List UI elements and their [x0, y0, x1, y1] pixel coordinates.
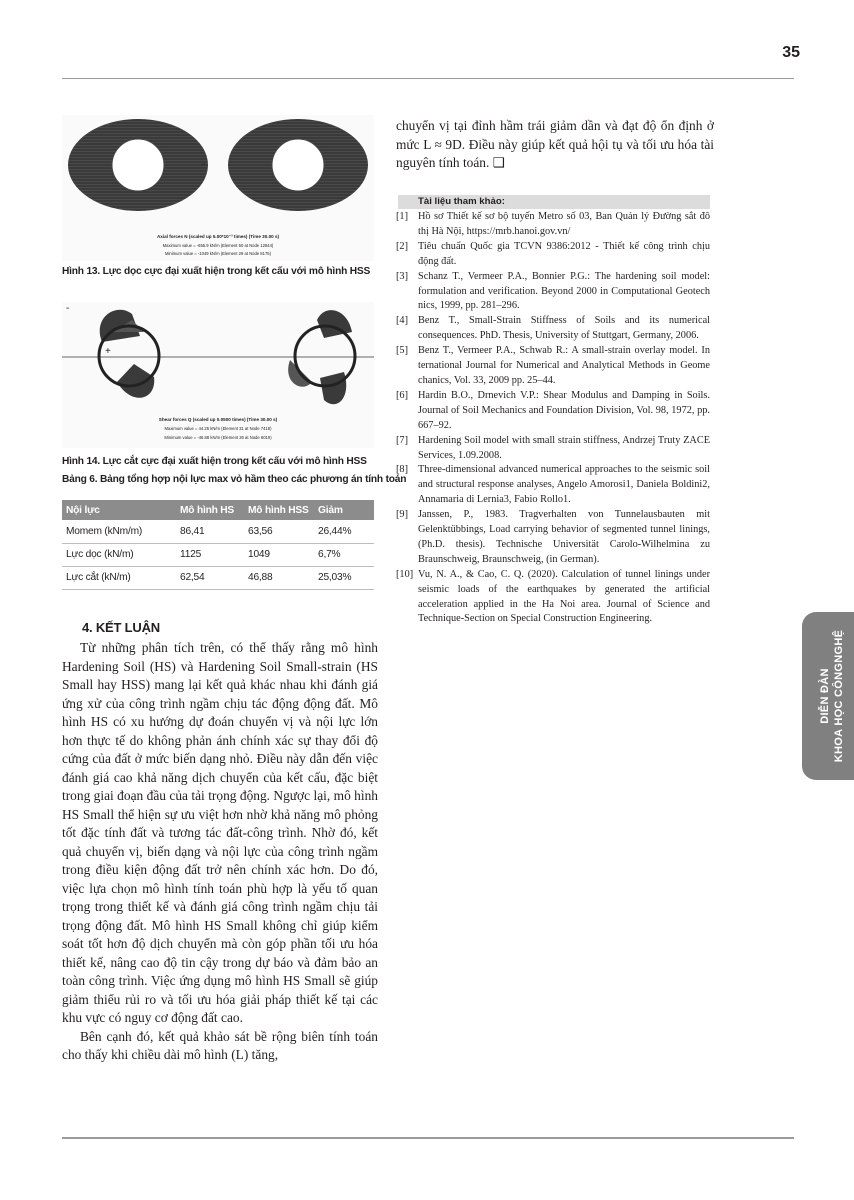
reference-text: Benz T., Vermeer P.A., Schwab R.: A small-strain overlay model. In ternational Journal for Numerical and Analytical Methods in Geome chanics, Vol. 33, 2009 pp. 25–44.: [418, 345, 710, 386]
table-header-cell: Mô hình HS: [176, 500, 244, 520]
figure-14-shear-forces: [62, 302, 374, 448]
table-header-cell: Giảm: [314, 500, 374, 520]
table-cell: Lực cắt (kN/m): [62, 566, 176, 589]
reference-text: Janssen, P., 1983. Tragverhalten von Tunnelausbauten mit Gelenktübbings, Load carrying behavior of segmented tunnel linings, (Ph.D. thesis). Technische Universität Carolo-Wilhelmina zu Braunschweig, Braunschweig, (in German).: [418, 509, 710, 565]
figure-14-max-value: Maximum value = 44.25 kN/m (Element 31 at Node 7418): [164, 426, 272, 431]
table-header-cell: Mô hình HSS: [244, 500, 314, 520]
side-tab-line2: KHOA HỌC CÔNGNGHỆ: [833, 629, 845, 763]
section-heading-conclusion: 4. KẾT LUẬN: [82, 620, 160, 635]
table-cell: 1049: [244, 543, 314, 566]
table-cell: 63,56: [244, 520, 314, 543]
table-cell: 26,44%: [314, 520, 374, 543]
reference-number: [8]: [396, 464, 409, 476]
table-header-cell: Nội lực: [62, 500, 176, 520]
references-title: Tài liệu tham khảo:: [398, 195, 710, 209]
figure-13-caption: Hình 13. Lực dọc cực đại xuất hiện trong kết cấu với mô hình HSS: [62, 266, 371, 277]
conclusion-paragraph-1: Từ những phân tích trên, có thể thấy rằng mô hình Hardening Soil (HS) và Hardening Soil Small-strain (HS Small hay HSS) mang lại kết quả khác nhau khi đánh giá ứng xử của công trình ngầm chịu tác động động đất. Mô hình HS có xu hướng dự đoán chuyển vị và nội lực lớn hơn thực tế do không phản ánh chính xác sự thay đổi độ cứng của đất ở mức biến dạng nhỏ. Điều này dẫn đến việc đánh giá cao khả năng dịch chuyển của kết cấu, đặc biệt trong giai đoạn đầu của tải trọng động. Ngược lại, mô hình HS Small thể hiện sự ưu việt hơn nhờ khả năng mô phỏng tốt đặc tính đất và tương tác đất-công trình. Nhờ đó, kết quả chuyển vị, biến dạng và nội lực của công trình ngầm trong điều kiện động đất trở nên chính xác hơn. Do đó, việc lựa chọn mô hình tính toán phù hợp là yếu tố quan trọng trong thiết kế và đánh giá công trình ngầm chịu tải trọng động đất. Mô hình HS Small không chỉ giúp kiểm soát tốt hơn độ dịch chuyển mà còn góp phần tối ưu hóa thiết kế, nâng cao độ tin cậy trong dự báo và đảm bảo an toàn công trình. Việc ứng dụng mô hình HS Small sẽ giúp giảm thiểu rủi ro và tối ưu hóa giải pháp thiết kế tại các khu vực có nguy cơ động đất cao.: [62, 640, 378, 1025]
reference-number: [4]: [396, 315, 409, 327]
figure-13-axial-forces: [62, 115, 374, 261]
figure-13-max-value: Maximum value = -655.9 kN/m (Element 50 at Node 12844): [162, 243, 274, 248]
reference-item: [396, 314, 710, 344]
figure-14-diagram: [62, 302, 374, 448]
reference-text: Three-dimensional advanced numerical approaches to the seismic soil and structural response analyses, Angelo Amorosi1, Daniela Boldini2, Annamaria di Lernia3, Fabio Rollo1.: [418, 464, 710, 506]
reference-text: Schanz T., Vermeer P.A., Bonnier P.G.: The hardening soil model: formulation and verification. Beyond 2000 in Computational Geotech nics, 1999, pp. 281–296.: [418, 270, 710, 312]
side-tab-line1: DIỄN ĐÀN: [819, 668, 831, 724]
reference-item: [396, 508, 710, 568]
page-number: 35: [782, 44, 800, 61]
reference-number: [7]: [396, 434, 409, 446]
reference-item: [396, 210, 710, 240]
reference-number: [1]: [396, 211, 409, 222]
left-tunnel-opening: [112, 139, 164, 191]
table-6-caption: Bảng 6. Bảng tổng hợp nội lực max vỏ hầm theo các phương án tính toán: [62, 474, 407, 485]
section-side-tab: [802, 612, 854, 780]
figure-13-sign-marker: -: [202, 159, 206, 170]
reference-text: Tiêu chuẩn Quốc gia TCVN 9386:2012 - Thiết kế công trình chịu động đất.: [418, 240, 710, 267]
conclusion-column-left: [62, 639, 378, 1065]
reference-item: [396, 568, 710, 628]
reference-text: Hồ sơ Thiết kế sơ bộ tuyến Metro số 03, Ban Quản lý Đường sắt đô thị Hà Nội, https://mrb.hanoi.gov.vn/: [418, 211, 710, 237]
reference-item: [396, 463, 710, 508]
figure-14-plot-title: Shear forces Q (scaled up 0.0500 times) (Time 30.00 s): [158, 417, 278, 422]
conclusion-paragraph-2: Bên cạnh đó, kết quả khảo sát bề rộng biên tính toán cho thấy khi chiều dài mô hình (L) tăng,: [62, 1028, 378, 1062]
reference-item: [396, 389, 710, 434]
reference-text: Hardin B.O., Drnevich V.P.: Shear Modulus and Damping in Soils. Journal of Soil Mechanics and Foundation Division, Vol. 98, 1972, pp. 667–92.: [418, 389, 710, 431]
figure-14-minus-marker: -: [66, 303, 70, 314]
conclusion-column-right: [396, 117, 714, 173]
table-header-row: [62, 500, 374, 520]
table-cell: Lực dọc (kN/m): [62, 543, 176, 566]
reference-item: [396, 240, 710, 270]
conclusion-paragraph-2-continued: chuyển vị tại đỉnh hầm trái giảm dần và đạt độ ổn định ở mức L ≈ 9D. Điều này giúp kết quả hội tụ và tối ưu hóa tài nguyên tính toán. ❑: [396, 118, 714, 170]
table-cell: 86,41: [176, 520, 244, 543]
figure-14-caption: Hình 14. Lực cắt cực đại xuất hiện trong kết cấu với mô hình HSS: [62, 456, 367, 467]
table-6-summary: [62, 500, 374, 590]
table-cell: 25,03%: [314, 566, 374, 589]
reference-number: [3]: [396, 270, 409, 282]
reference-item: [396, 344, 710, 389]
reference-item: [396, 434, 710, 464]
references-list: [396, 210, 710, 627]
figure-14-min-value: Minimum value = -46.88 kN/m (Element 26 at Node 6019): [164, 435, 272, 440]
reference-item: [396, 270, 710, 315]
table-cell: 62,54: [176, 566, 244, 589]
reference-number: [9]: [396, 509, 409, 521]
table-cell: 1125: [176, 543, 244, 566]
figure-14-plus-marker: +: [105, 346, 111, 357]
table-row: [62, 520, 374, 543]
reference-number: [6]: [396, 389, 409, 401]
reference-text: Benz T., Small-Strain Stiffness of Soils and its numerical consequences. PhD. Thesis, University of Stuttgart, Germany, 2006.: [418, 315, 710, 342]
reference-text: Vu, N. A., & Cao, C. Q. (2020). Calculation of tunnel linings under seismic loads of the earthquakes by generated the artificial acceleration applied in the Ha Noi area. Journal of Science and Technique-Section on Special Construction Engineering.: [418, 568, 710, 625]
figure-13-diagram: [62, 115, 374, 261]
table-cell: Momem (kNm/m): [62, 520, 176, 543]
table-row: [62, 566, 374, 589]
side-tab-label: [818, 630, 846, 762]
right-tunnel-opening: [272, 139, 324, 191]
table-cell: 6,7%: [314, 543, 374, 566]
footer-rule: [62, 1137, 794, 1139]
table-cell: 46,88: [244, 566, 314, 589]
reference-number: [5]: [396, 345, 409, 357]
figure-13-min-value: Minimum value = -1049 kN/m (Element 29 at Node 8175): [164, 251, 272, 256]
figure-13-plot-title: Axial forces N (scaled up 5.00*10⁻³ times) (Time 30.00 s): [156, 234, 280, 239]
reference-text: Hardening Soil model with small strain stiffness, Andrzej Truty ZACE Services, 1.09.2008.: [418, 434, 710, 461]
reference-number: [2]: [396, 240, 409, 252]
reference-number: [10]: [396, 568, 414, 580]
table-row: [62, 543, 374, 566]
header-rule: [62, 78, 794, 79]
